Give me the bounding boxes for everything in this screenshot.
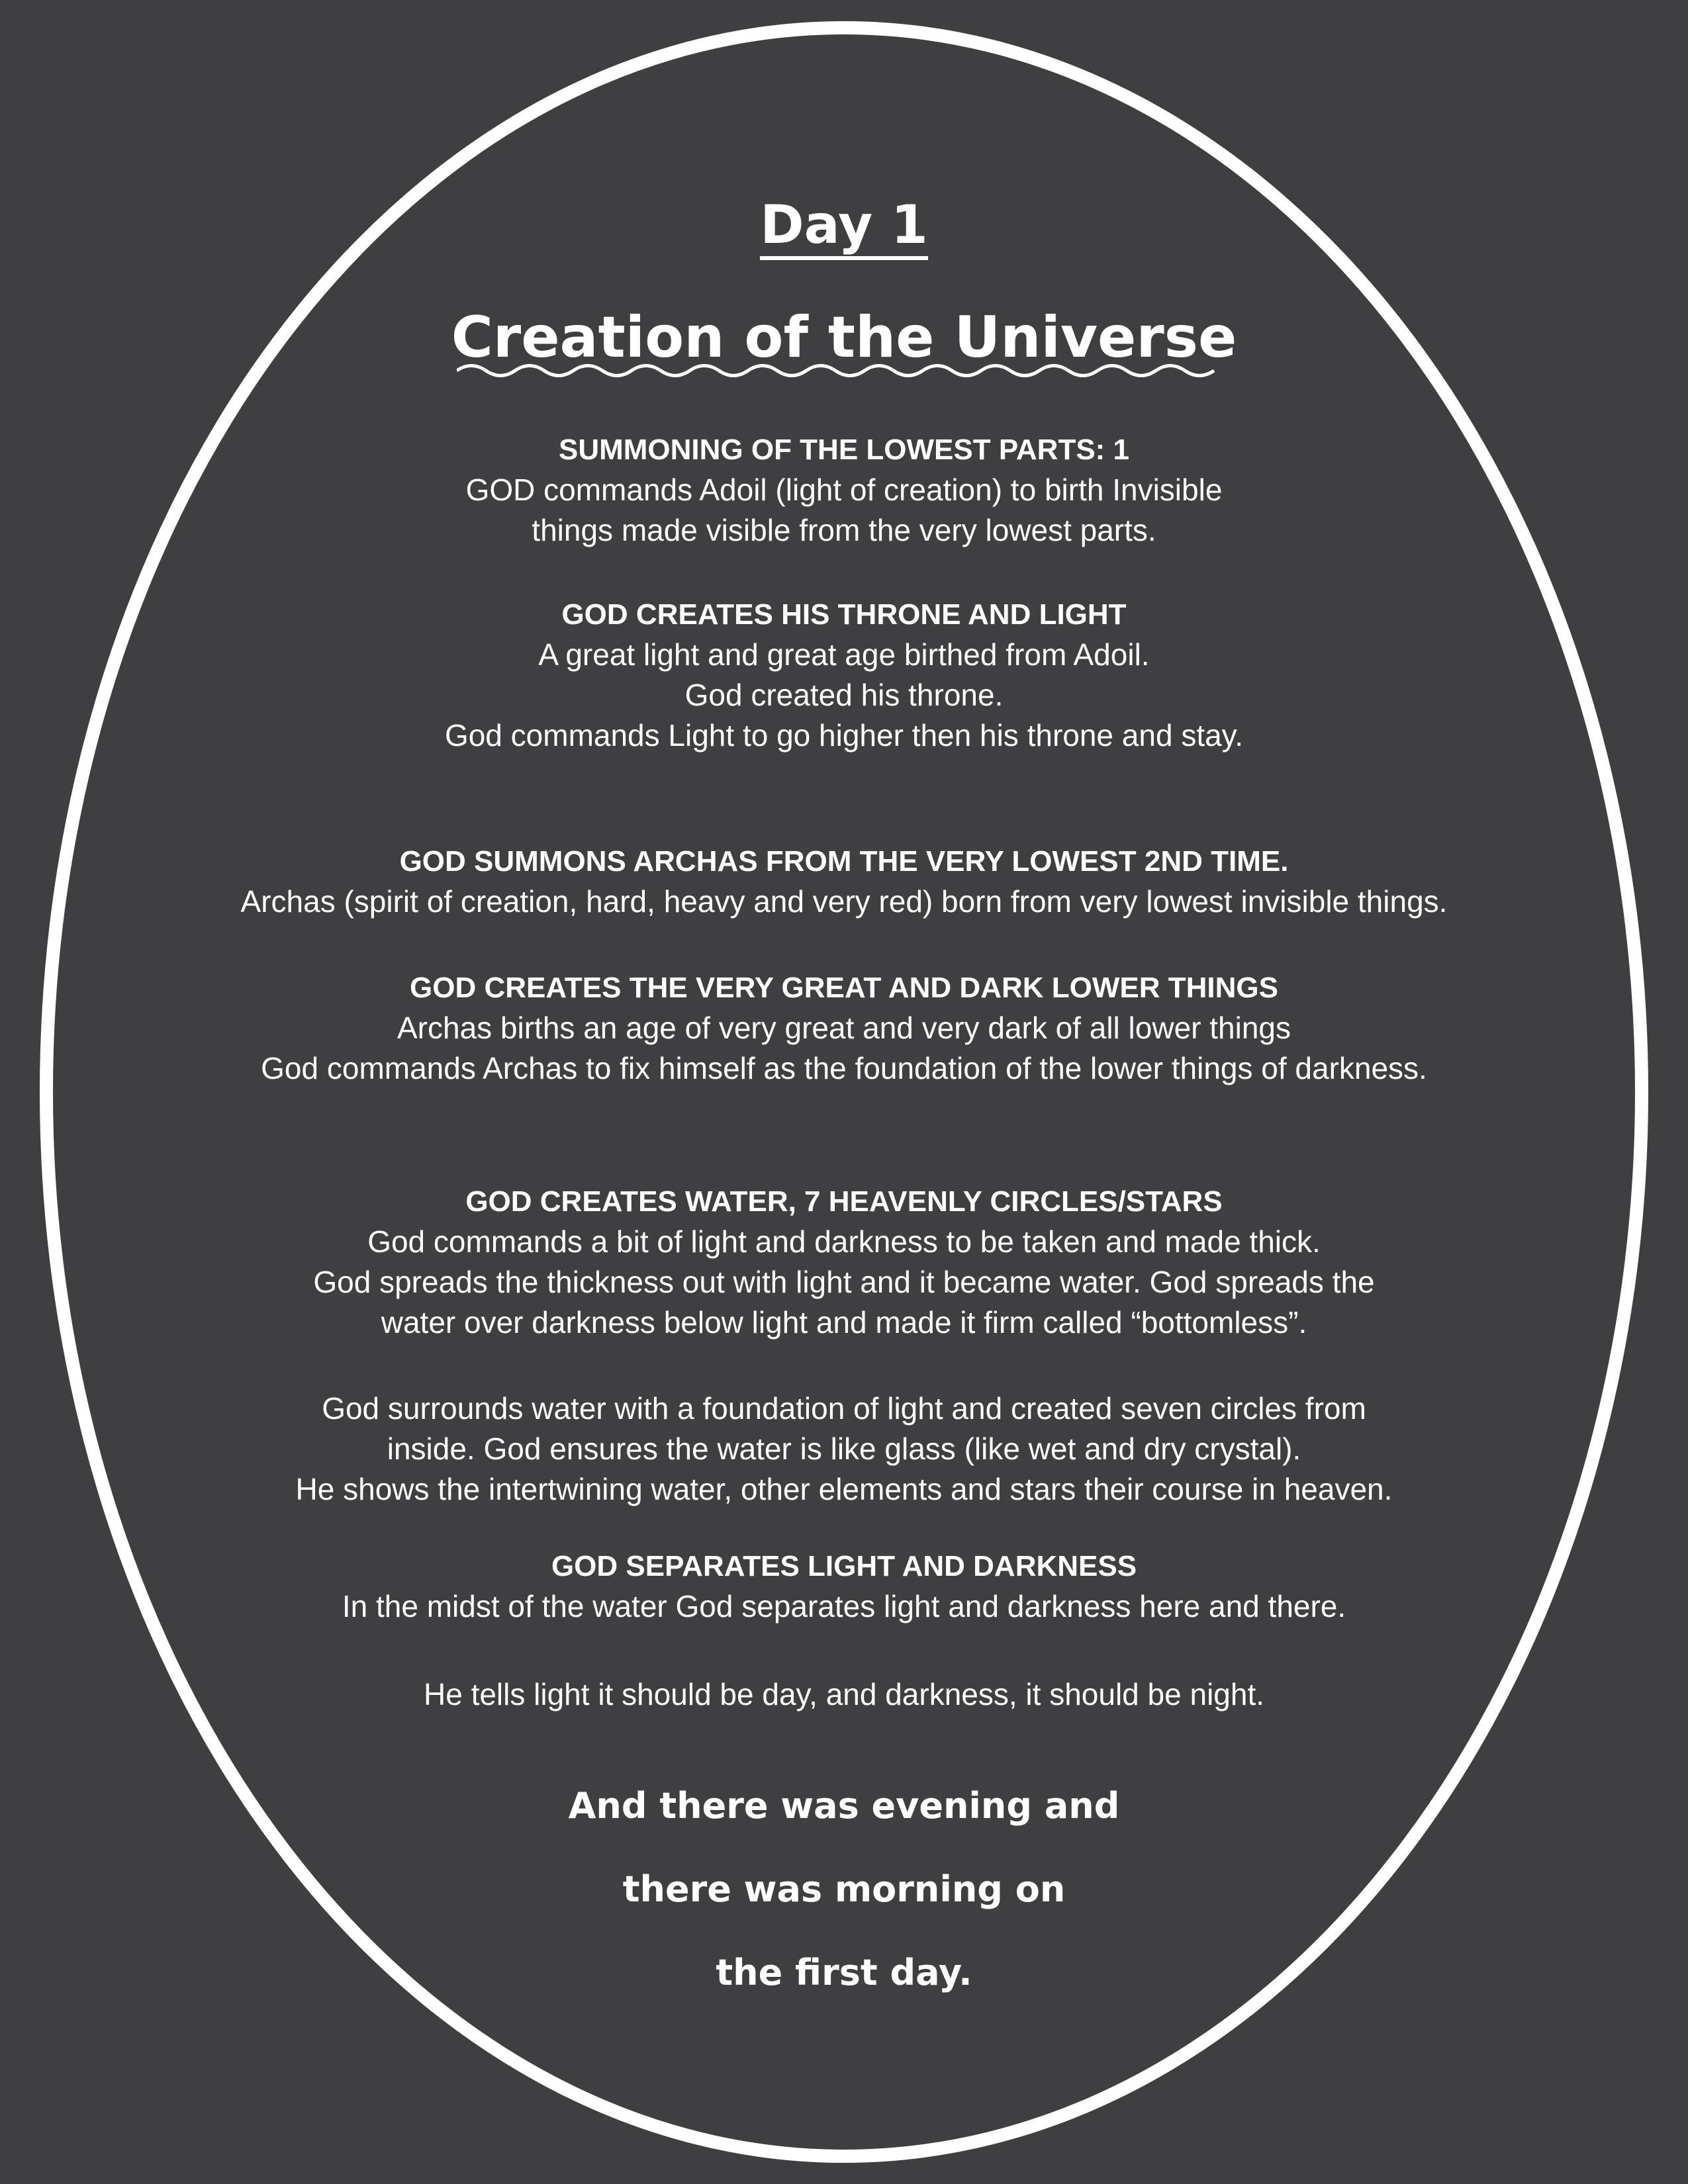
day-title: [0, 192, 1688, 260]
section-water-heavenly-circles: [0, 1182, 1688, 1343]
day-title-text: Day 1: [760, 195, 928, 260]
section-line: God commands a bit of light and darkness to be taken and made thick.: [367, 1224, 1321, 1259]
section-line: Archas births an age of very great and very dark of all lower things: [397, 1011, 1291, 1045]
section-water-foundation: [0, 1388, 1688, 1510]
page-title-text: Creation of the Universe: [451, 304, 1237, 371]
closing-statement: [0, 1764, 1688, 2015]
section-heading: GOD CREATES WATER, 7 HEAVENLY CIRCLES/STARS: [465, 1185, 1223, 1218]
section-day-and-night: [0, 1674, 1688, 1715]
section-throne-and-light: [0, 595, 1688, 756]
section-dark-lower-things: [0, 968, 1688, 1089]
closing-line: there was morning on: [622, 1868, 1066, 1910]
section-line: GOD commands Adoil (light of creation) to birth Invisible: [465, 473, 1223, 507]
section-separates-light-darkness: [0, 1547, 1688, 1627]
wavy-underline: [457, 361, 1218, 381]
section-heading: SUMMONING OF THE LOWEST PARTS: 1: [558, 433, 1130, 466]
section-line: God surrounds water with a foundation of light and created seven circles from: [322, 1391, 1366, 1426]
section-heading: GOD SUMMONS ARCHAS FROM THE VERY LOWEST 2ND TIME.: [399, 845, 1289, 878]
section-heading: GOD CREATES THE VERY GREAT AND DARK LOWER THINGS: [410, 972, 1278, 1004]
section-line: water over darkness below light and made it firm called “bottomless”.: [381, 1305, 1307, 1340]
section-line: things made visible from the very lowest parts.: [532, 513, 1156, 547]
section-line: In the midst of the water God separates light and darkness here and there.: [342, 1589, 1346, 1623]
section-line: He tells light it should be day, and darkness, it should be night.: [423, 1677, 1265, 1711]
section-line: God created his throne.: [684, 678, 1004, 712]
section-summoning-lowest-parts: [0, 430, 1688, 551]
closing-line: the first day.: [716, 1952, 972, 1993]
section-line: God commands Archas to fix himself as the foundation of the lower things of darkness.: [261, 1051, 1427, 1085]
section-heading: GOD CREATES HIS THRONE AND LIGHT: [561, 598, 1127, 631]
section-heading: GOD SEPARATES LIGHT AND DARKNESS: [551, 1550, 1137, 1582]
section-line: He shows the intertwining water, other elements and stars their course in heaven.: [295, 1472, 1393, 1506]
section-line: God spreads the thickness out with light and it became water. God spreads the: [313, 1265, 1375, 1299]
section-line: Archas (spirit of creation, hard, heavy and very red) born from very lowest invisible things.: [240, 884, 1448, 919]
section-summons-archas: [0, 842, 1688, 922]
closing-line: And there was evening and: [568, 1785, 1120, 1827]
section-line: God commands Light to go higher then his throne and stay.: [444, 718, 1244, 752]
section-line: inside. God ensures the water is like glass (like wet and dry crystal).: [387, 1432, 1301, 1466]
section-line: A great light and great age birthed from Adoil.: [538, 637, 1150, 672]
